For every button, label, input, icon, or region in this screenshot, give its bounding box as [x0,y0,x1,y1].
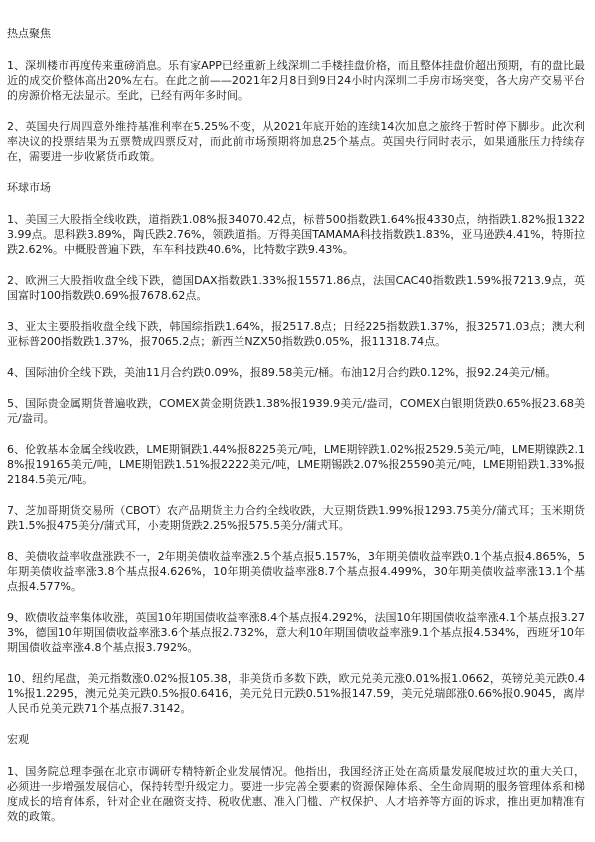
paragraph: 10、纽约尾盘，美元指数涨0.02%报105.38，非美货币多数下跌，欧元兑美元涨0.01%报1.0662，英镑兑美元跌0.41%报1.2295，澳元兑美元跌0.5%报0.6416，美元兑日元跌0.51%报147.59，美元兑瑞郎涨0.66%报0.9045，离岸人民币兑美元跌71个基点报7.3142。 [7,672,585,715]
paragraph: 2、欧洲三大股指收盘全线下跌，德国DAX指数跌1.33%报15571.86点，法国CAC40指数跌1.59%报7213.9点，英国富时100指数跌0.69%报7678.62点。 [7,274,585,302]
paragraph: 1、国务院总理李强在北京市调研专精特新企业发展情况。他指出，我国经济正处在高质量发展爬坡过坎的重大关口，必须进一步增强发展信心，保持转型升级定力。要进一步完善全要素的资源保障体系、全生命周期的服务管理体系和梯度成长的培育体系，针对企业在融资支持、税收优惠、准入门槛、产权保护、人才培养等方面的诉求，推出更加精准有效的政策。 [7,765,585,823]
paragraph: 7、芝加哥期货交易所（CBOT）农产品期货主力合约全线收跌，大豆期货跌1.99%报1293.75美分/蒲式耳；玉米期货跌1.5%报475美分/蒲式耳，小麦期货跌2.25%报575.5美分/蒲式耳。 [7,504,585,532]
paragraph: 8、美债收益率收盘涨跌不一，2年期美债收益率涨2.5个基点报5.157%，3年期美债收益率跌0.1个基点报4.865%，5年期美债收益率涨3.8个基点报4.626%，10年期美债收益率涨8.7个基点报4.499%，30年期美债收益率涨13.1个基点报4.577%。 [7,550,585,593]
paragraph: 9、欧债收益率集体收涨，英国10年期国债收益率涨8.4个基点报4.292%，法国10年期国债收益率涨4.1个基点报3.273%，德国10年期国债收益率涨3.6个基点报2.732%，意大利10年期国债收益率涨9.1个基点报4.534%，西班牙10年期国债收益率涨4.8个基点报3.792%。 [7,611,585,654]
paragraph: 2、英国央行周四意外维持基准利率在5.25%不变，从2021年底开始的连续14次加息之旅终于暂时停下脚步。此次利率决议的投票结果为五票赞成四票反对，而此前市场预期将加息25个基点。英国央行同时表示，如果通胀压力持续存在，需要进一步收紧货币政策。 [7,120,585,163]
section-hot-topics [7,26,585,164]
section-heading: 宏观 [7,733,29,746]
paragraph: 3、亚太主要股指收盘全线下跌，韩国综指跌1.64%，报2517.8点；日经225指数跌1.37%，报32571.03点；澳大利亚标普200指数跌1.37%，报7065.2点；新西兰NZX50指数跌0.05%，报11318.74点。 [7,320,585,348]
section-macro [7,732,585,824]
section-heading: 热点聚焦 [7,27,51,40]
section-heading: 环球市场 [7,181,51,194]
paragraph: 1、美国三大股指全线收跌，道指跌1.08%报34070.42点，标普500指数跌1.64%报4330点，纳指跌1.82%报13223.99点。思科跌3.89%，陶氏跌2.76%，领跌道指。万得美国TAMAMA科技指数跌1.83%，亚马逊跌4.41%，特斯拉跌2.62%。中概股普遍下跌，车车科技跌40.6%，比特数字跌9.43%。 [7,213,585,256]
paragraph: 4、国际油价全线下跌，美油11月合约跌0.09%，报89.58美元/桶。布油12月合约跌0.12%，报92.24美元/桶。 [7,366,557,379]
paragraph: 1、深圳楼市再度传来重磅消息。乐有家APP已经重新上线深圳二手楼挂盘价格，而且整体挂盘价超出预期，有的盘比最近的成交价整体高出20%左右。在此之前——2021年2月8日到9日24小时内深圳二手房市场突变，各大房产交易平台的房源价格无法显示。至此，已经有两年多时间。 [7,59,585,102]
paragraph: 5、国际贵金属期货普遍收跌，COMEX黄金期货跌1.38%报1939.9美元/盎司，COMEX白银期货跌0.65%报23.68美元/盎司。 [7,397,585,425]
paragraph: 6、伦敦基本金属全线收跌，LME期铜跌1.44%报8225美元/吨，LME期锌跌1.02%报2529.5美元/吨，LME期镍跌2.18%报19165美元/吨，LME期铝跌1.51%报2222美元/吨，LME期锡跌2.07%报25590美元/吨，LME期铅跌1.33%报2184.5美元/吨。 [7,443,585,486]
section-global-markets [7,180,585,716]
